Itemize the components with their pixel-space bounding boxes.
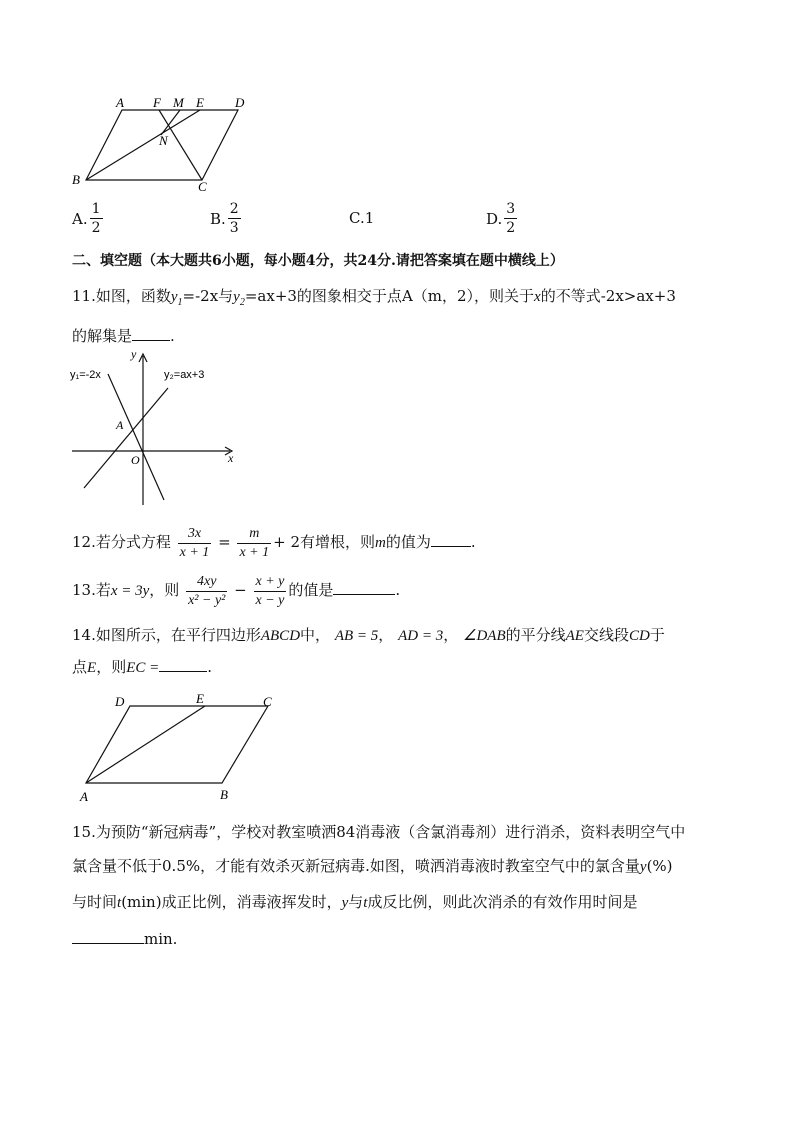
q11-end: . bbox=[170, 327, 175, 345]
q15-line2 bbox=[72, 855, 673, 878]
q15-y-2: y bbox=[341, 895, 349, 911]
q13-text-1: 13.若 bbox=[72, 581, 111, 599]
q14-cd: CD bbox=[628, 628, 650, 644]
fig10-label-E: E bbox=[196, 95, 204, 110]
q14-text-5: 于 bbox=[649, 626, 665, 644]
q12-f2-num: m bbox=[237, 525, 271, 544]
q10-option-a-fraction bbox=[90, 200, 103, 237]
fig14-label-B: B bbox=[220, 787, 228, 802]
q13-f2-den: x − y bbox=[255, 592, 285, 608]
q12-answer-blank[interactable] bbox=[431, 532, 471, 547]
q11-line1 bbox=[72, 285, 676, 314]
q11-y2-line-label: y₂=ax+3 bbox=[164, 369, 205, 381]
q15-text-2: ，才能有效杀灭新冠病毒.如图，喷洒消毒液时教室空气中的氯含量 bbox=[200, 857, 640, 875]
q12-text-2: 的值为 bbox=[385, 533, 431, 551]
q11-text-2: 的不等式-2x>ax+3 bbox=[540, 287, 676, 305]
q12-f1-den: x + 1 bbox=[179, 544, 210, 560]
q11-y-axis-label: y bbox=[131, 348, 137, 361]
q14-abcd: ABCD bbox=[260, 628, 301, 644]
q14-text-7: ，则 bbox=[96, 658, 127, 676]
q14-angle: ∠DAB bbox=[463, 628, 506, 644]
q10-option-c-label: C.1 bbox=[349, 209, 375, 227]
q14-ab: AB = 5 bbox=[334, 628, 379, 644]
q15-line1: 15.为预防“新冠病毒”，学校对教室喷洒84消毒液（含氯消毒剂）进行消杀，资料表明空气中 bbox=[72, 823, 686, 841]
q12-end: . bbox=[470, 533, 476, 551]
fig10-label-A: A bbox=[116, 95, 124, 110]
q13-minus: − bbox=[234, 581, 247, 599]
q11-point: A（m，2），则关于 bbox=[401, 287, 535, 305]
q10-option-b bbox=[210, 200, 243, 237]
q14-text-3: 的平分线 bbox=[505, 626, 566, 644]
q15-y: y bbox=[639, 859, 647, 875]
fig14-label-C: C bbox=[263, 694, 272, 709]
q12-f2-den: x + 1 bbox=[239, 544, 270, 560]
fig10-label-C: C bbox=[198, 179, 207, 192]
q12-plus: + 2有增根，则 bbox=[273, 533, 376, 551]
q13-fraction-2 bbox=[254, 573, 287, 610]
q10-option-a-den: 2 bbox=[91, 220, 101, 236]
q13-text-2: ，则 bbox=[149, 581, 180, 599]
q14-line1 bbox=[72, 624, 665, 647]
q10-option-a-label: A. bbox=[72, 209, 88, 228]
q11-answer-blank[interactable] bbox=[132, 326, 170, 341]
q10-option-a bbox=[72, 200, 105, 237]
q14-ec: EC = bbox=[126, 660, 160, 676]
q15-t-2: t bbox=[363, 895, 368, 911]
q13-fraction-1 bbox=[186, 573, 227, 610]
fig10-label-N: N bbox=[159, 133, 168, 148]
q13-f1-num: 4xy bbox=[186, 573, 227, 592]
q11-graph bbox=[68, 348, 248, 508]
q11-y2: y bbox=[233, 289, 240, 305]
q12-text-1: 12.若分式方程 bbox=[72, 533, 171, 551]
fig10-label-F: F bbox=[153, 95, 161, 110]
fig10-label-D: D bbox=[235, 95, 245, 110]
q14-comma: ， bbox=[378, 626, 394, 644]
q11-x-axis-label: x bbox=[228, 451, 234, 465]
q10-option-d-num: 3 bbox=[506, 201, 516, 217]
section2-heading: 二、填空题（本大题共6小题，每小题4分，共24分.请把答案填在题中横线上） bbox=[72, 253, 564, 269]
q11-origin-label: O bbox=[131, 453, 140, 467]
q10-option-d-fraction bbox=[504, 200, 517, 237]
fig14-label-D: D bbox=[115, 694, 125, 709]
q14-answer-blank[interactable] bbox=[159, 657, 207, 672]
q11-eq1: =-2x与 bbox=[182, 287, 234, 305]
fig10-label-B: B bbox=[72, 172, 80, 187]
fig10-label-M: M bbox=[173, 95, 184, 110]
q15-t: t bbox=[117, 895, 122, 911]
q11-x: x bbox=[534, 289, 541, 305]
q14-end: . bbox=[207, 658, 213, 676]
q15-text-4: 成正比例，消毒液挥发时， bbox=[161, 893, 342, 911]
q15-text-1: 氯含量不低于 bbox=[72, 857, 163, 875]
q13-end: . bbox=[395, 581, 401, 599]
q11-y1: y bbox=[170, 289, 178, 305]
q14-line2 bbox=[72, 656, 212, 679]
q14-e: E bbox=[87, 660, 97, 676]
q13-line bbox=[72, 568, 400, 612]
q10-option-a-num: 1 bbox=[91, 201, 101, 217]
q14-ad: AD = 3 bbox=[398, 628, 444, 644]
q11-sub1: 1 bbox=[177, 297, 183, 308]
q15-t-unit: (min) bbox=[121, 893, 162, 911]
q12-equals: = bbox=[218, 533, 231, 551]
q15-line3 bbox=[72, 891, 637, 914]
q14-text-6: 点 bbox=[72, 658, 88, 676]
q12-f1-num: 3x bbox=[178, 525, 212, 544]
q14-text-2: 中， bbox=[300, 626, 331, 644]
q11-point-A-label: A bbox=[116, 418, 124, 432]
q15-y-unit: (%) bbox=[646, 857, 673, 875]
q13-f2-num: x + y bbox=[254, 573, 287, 592]
q15-unit: min. bbox=[144, 930, 178, 948]
q14-text-4: 交线段 bbox=[583, 626, 629, 644]
q11-sub2: 2 bbox=[239, 297, 245, 308]
q11-eq2: =ax+3的图象相交于点 bbox=[244, 287, 402, 305]
q13-text-3: 的值是 bbox=[288, 581, 334, 599]
q15-answer-blank[interactable] bbox=[72, 929, 144, 944]
q10-parallelogram-figure bbox=[66, 92, 266, 192]
q14-ae: AE bbox=[565, 628, 584, 644]
q14-parallelogram-figure bbox=[72, 690, 282, 805]
q15-percent: 0.5% bbox=[162, 857, 201, 875]
q10-option-b-label: B. bbox=[210, 209, 226, 228]
q14-comma-2: ， bbox=[443, 626, 459, 644]
q11-text-1: 11.如图，函数 bbox=[72, 287, 171, 305]
q14-text-1: 14.如图所示，在平行四边形 bbox=[72, 626, 261, 644]
q13-f1-den: x² − y² bbox=[188, 592, 226, 608]
q15-text-6: 成反比例，则此次消杀的有效作用时间是 bbox=[367, 893, 638, 911]
q15-text-5: 与 bbox=[348, 893, 364, 911]
q12-m: m bbox=[375, 535, 386, 551]
q10-option-d-label: D. bbox=[486, 209, 503, 228]
q11-y1-line-label: y₁=-2x bbox=[70, 369, 101, 381]
fig14-label-E: E bbox=[196, 691, 204, 706]
q11-text-3: 的解集是 bbox=[72, 327, 133, 345]
q10-option-c bbox=[349, 209, 374, 227]
q12-line bbox=[72, 520, 476, 564]
q10-option-d bbox=[486, 200, 519, 237]
q10-option-b-den: 3 bbox=[229, 220, 239, 236]
q10-option-b-num: 2 bbox=[229, 201, 239, 217]
fig14-label-A: A bbox=[80, 789, 88, 804]
q13-answer-blank[interactable] bbox=[333, 580, 395, 595]
q15-line4 bbox=[72, 928, 177, 950]
q12-fraction-2 bbox=[237, 525, 271, 562]
q15-text-3: 与时间 bbox=[72, 893, 118, 911]
q10-option-b-fraction bbox=[228, 200, 241, 237]
q12-fraction-1 bbox=[178, 525, 212, 562]
q11-line2 bbox=[72, 325, 175, 347]
q10-option-d-den: 2 bbox=[506, 220, 516, 236]
q13-condition: x = 3y bbox=[110, 583, 150, 599]
